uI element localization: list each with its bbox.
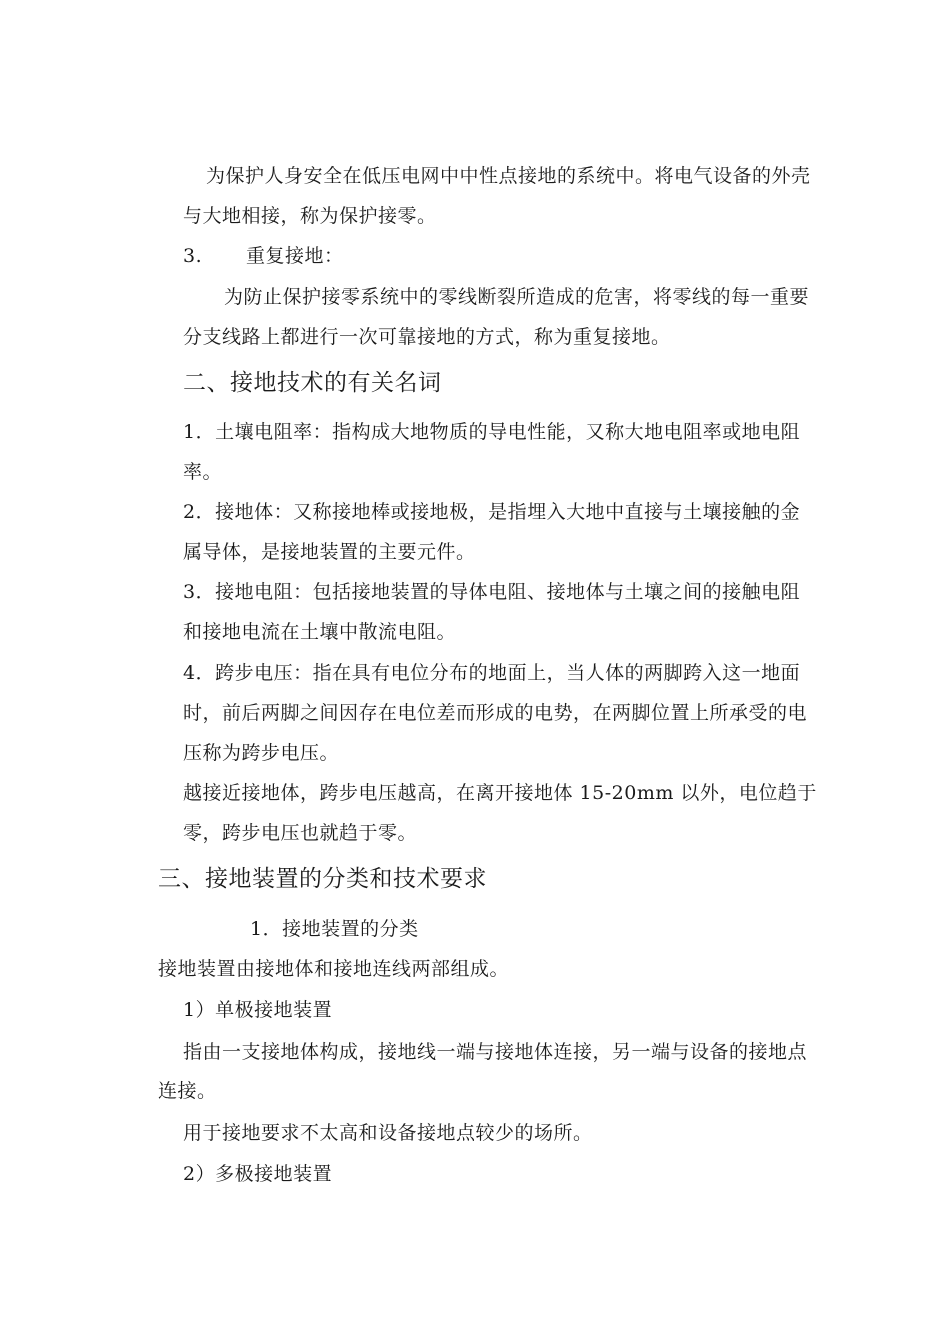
paragraph-line: 连接。: [158, 1080, 217, 1102]
term-line: 时，前后两脚之间因存在电位差而形成的电势，在两脚位置上所承受的电: [183, 702, 808, 724]
item-title: 重复接地：: [246, 245, 344, 267]
term-line: 压称为跨步电压。: [183, 742, 340, 764]
subsection-title: 1．接地装置的分类: [250, 918, 419, 940]
term-line: 和接地电流在土壤中散流电阻。: [183, 621, 457, 643]
term-line: 1．土壤电阻率：指构成大地物质的导电性能，又称大地电阻率或地电阻: [183, 421, 801, 443]
paragraph-line: 指由一支接地体构成，接地线一端与接地体连接，另一端与设备的接地点: [183, 1041, 808, 1063]
paragraph-line: 越接近接地体，跨步电压越高，在离开接地体 15-20mm 以外，电位趋于: [183, 782, 817, 804]
term-line: 2．接地体：又称接地棒或接地极，是指埋入大地中直接与土壤接触的金: [183, 501, 801, 523]
paragraph-line: 零，跨步电压也就趋于零。: [183, 822, 418, 844]
item-number: 3.: [183, 245, 203, 267]
term-line: 率。: [183, 461, 223, 483]
item-title: 2）多极接地装置: [183, 1163, 333, 1185]
paragraph-line: 与大地相接，称为保护接零。: [183, 205, 437, 227]
term-line: 属导体，是接地装置的主要元件。: [183, 541, 476, 563]
paragraph-line: 为防止保护接零系统中的零线断裂所造成的危害，将零线的每一重要: [224, 286, 810, 308]
paragraph-line: 为保护人身安全在低压电网中中性点接地的系统中。将电气设备的外壳: [206, 165, 811, 187]
term-line: 4．跨步电压：指在具有电位分布的地面上，当人体的两脚跨入这一地面: [183, 662, 801, 684]
paragraph-line: 用于接地要求不太高和设备接地点较少的场所。: [183, 1122, 593, 1144]
item-title: 1）单极接地装置: [183, 999, 333, 1021]
paragraph-line: 分支线路上都进行一次可靠接地的方式，称为重复接地。: [183, 326, 671, 348]
paragraph-line: 接地装置由接地体和接地连线两部组成。: [158, 958, 510, 980]
section-heading: 二、接地技术的有关名词: [183, 370, 442, 396]
term-line: 3．接地电阻：包括接地装置的导体电阻、接地体与土壤之间的接触电阻: [183, 581, 801, 603]
section-heading: 三、接地装置的分类和技术要求: [158, 866, 487, 892]
